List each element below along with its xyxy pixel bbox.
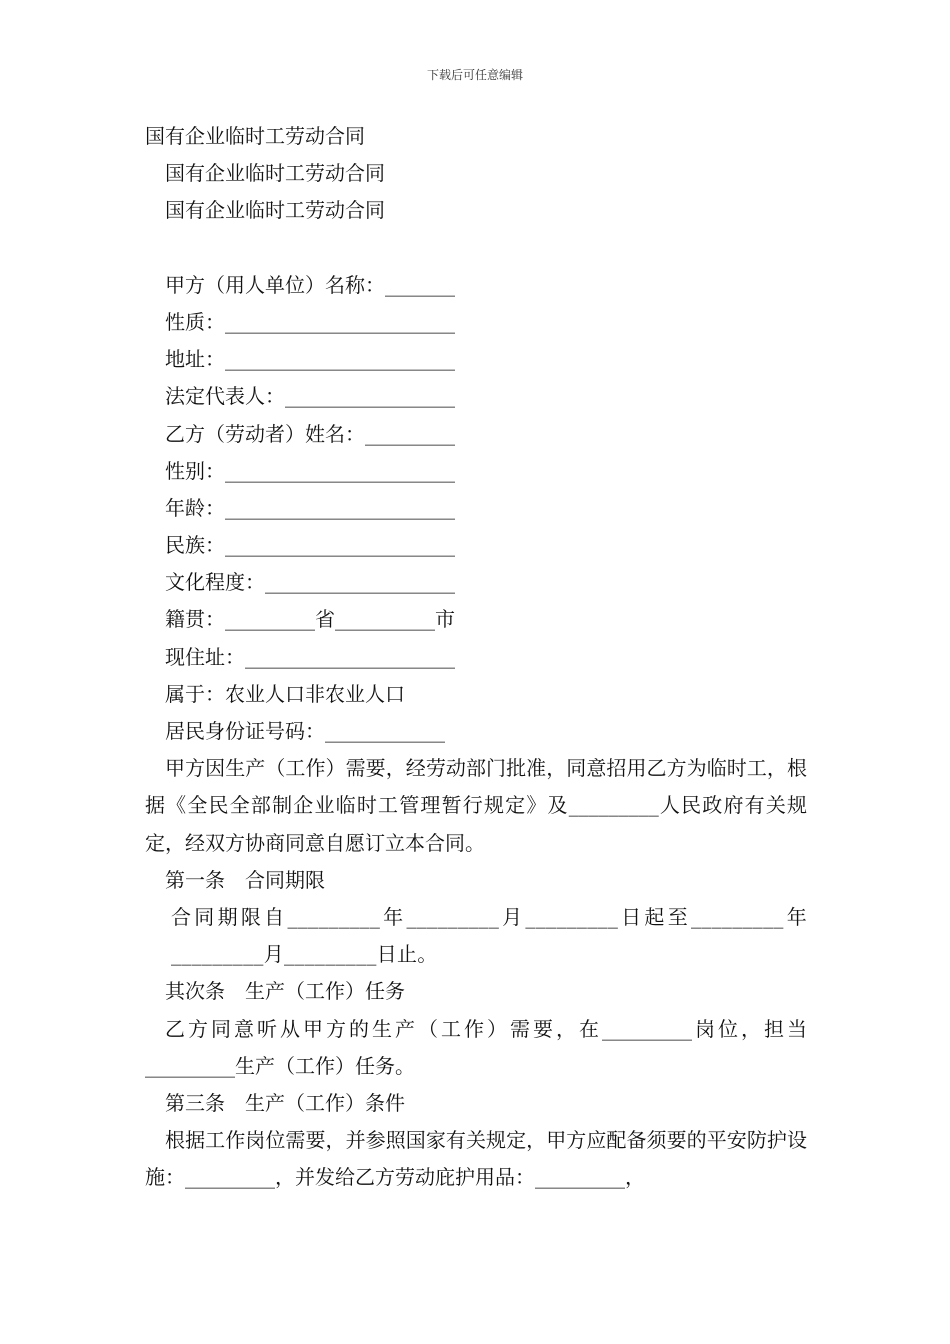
article-1-heading: 第一条 合同期限 [165,867,325,892]
field-nature: 性质：_______________________ [165,309,455,334]
contract-document [145,118,807,1197]
field-education: 文化程度：___________________ [165,570,455,595]
article-1-body: 合同期限自_________年_________月_________日起至_________年_________月_________日止。 [171,904,807,967]
field-party-a-name: 甲方（用人单位）名称：_______ [165,272,455,297]
article-3-body: 根据工作岗位需要，并参照国家有关规定，甲方应配备须要的平安防护设施：_________，并发给乙方劳动庇护用品：_________， [145,1128,807,1190]
field-id-number: 居民身份证号码：____________ [165,719,445,743]
document-title-repeat: 国有企业临时工劳动合同 [165,198,385,223]
document-title: 国有企业临时工劳动合同 [145,124,365,148]
document-title-repeat: 国有企业临时工劳动合同 [165,161,385,186]
field-age: 年龄：_______________________ [165,495,455,520]
article-2-body: 乙方同意听从甲方的生产（工作）需要，在_________岗位，担当_________生产（工作）任务。 [145,1016,807,1078]
article-2-heading: 其次条 生产（工作）任务 [165,979,405,1004]
field-ethnicity: 民族：_______________________ [165,533,455,558]
field-native-place: 籍贯：_________省__________市 [165,607,455,632]
field-current-address: 现住址：_____________________ [165,644,455,669]
field-legal-representative: 法定代表人：_________________ [165,384,455,409]
page-header-note: 下载后可任意编辑 [426,68,523,82]
intro-paragraph: 甲方因生产（工作）需要，经劳动部门批准，同意招用乙方为临时工，根据《全民全部制企业临时工管理暂行规定》及_________人民政府有关规定，经双方协商同意自愿订立本合同。 [145,756,807,855]
field-gender: 性别：_______________________ [165,458,455,483]
spacer [145,230,807,267]
field-party-b-name: 乙方（劳动者）姓名：_________ [165,421,455,446]
field-household-type: 属于：农业人口非农业人口 [165,681,405,706]
article-3-heading: 第三条 生产（工作）条件 [165,1090,405,1115]
field-address: 地址：_______________________ [165,347,455,372]
